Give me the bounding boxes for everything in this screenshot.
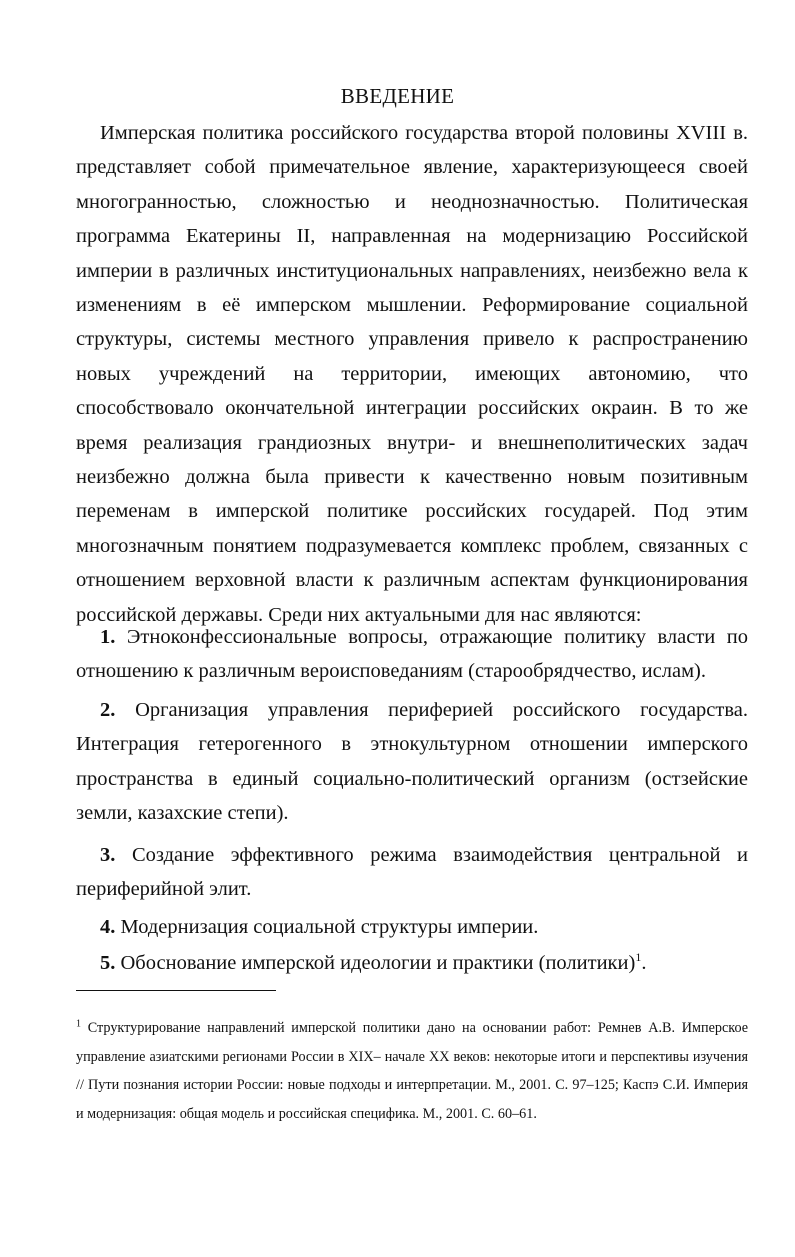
footnote-mark: 1 [76,1018,81,1030]
list-number: 2. [100,699,116,721]
list-item-5 [76,946,748,980]
list-item-1 [76,620,748,689]
list-item-2 [76,693,748,831]
list-text: Организация управления периферией российского государства. Интеграция гетерогенного в этнокультурном отношении имперского пространства в единый социально-политический организм (остзейские земли, казахские степи). [76,699,748,825]
footnote-reference: 1 [635,950,642,965]
list-number: 3. [100,844,116,866]
section-heading: ВВЕДЕНИЕ [340,84,455,108]
list-item-4 [76,910,748,944]
intro-text: Имперская политика российского государства второй половины XVIII в. представляет собой примечательное явление, характеризующееся своей многогранностью, сложностью и неоднозначностью. Политическая программа Екатерины II, направленная на модернизацию Российской империи в различных институциональных направлениях, неизбежно вела к изменениям в её имперском мышлении. Реформирование социальной структуры, системы местного управления привело к распространению новых учреждений на территории, имеющих автономию, что способствовало окончательной интеграции российских окраин. В то же время реализация грандиозных внутри- и внешнеполитических задач неизбежно должна была привести к качественно новым позитивным переменам в имперской политике российских государей. Под этим многозначным понятием подразумевается комплекс проблем, связанных с отношением верховной власти к различным аспектам функционирования российской державы. Среди них актуальными для нас являются: [76,122,748,626]
list-item-3 [76,838,748,907]
footnote-text: Структурирование направлений имперской политики дано на основании работ: Ремнев А.В. Имперское управление азиатскими регионами России в XIX– начале XX веков: некоторые итоги и перспективы изучения // Пути познания истории России: новые подходы и интерпретации. М., 2001. С. 97–125; Каспэ С.И. Империя и модернизация: общая модель и российская специфика. М., 2001. С. 60–61. [76,1020,749,1122]
list-number: 4. [100,916,116,938]
list-text: Создание эффективного режима взаимодействия центральной и периферийной элит. [76,844,748,901]
list-number: 1. [100,626,116,648]
footnote-divider [76,990,276,991]
list-text: Этноконфессиональные вопросы, отражающие политику власти по отношению к различным вероисповеданиям (старообрядчество, ислам). [76,626,749,683]
list-text: Модернизация социальной структуры империи. [120,916,539,938]
intro-paragraph [76,116,748,632]
list-text: Обоснование имперской идеологии и практики (политики) [120,952,636,974]
list-number: 5. [100,952,116,974]
list-text-tail: . [641,952,647,974]
footnote [76,1014,748,1128]
